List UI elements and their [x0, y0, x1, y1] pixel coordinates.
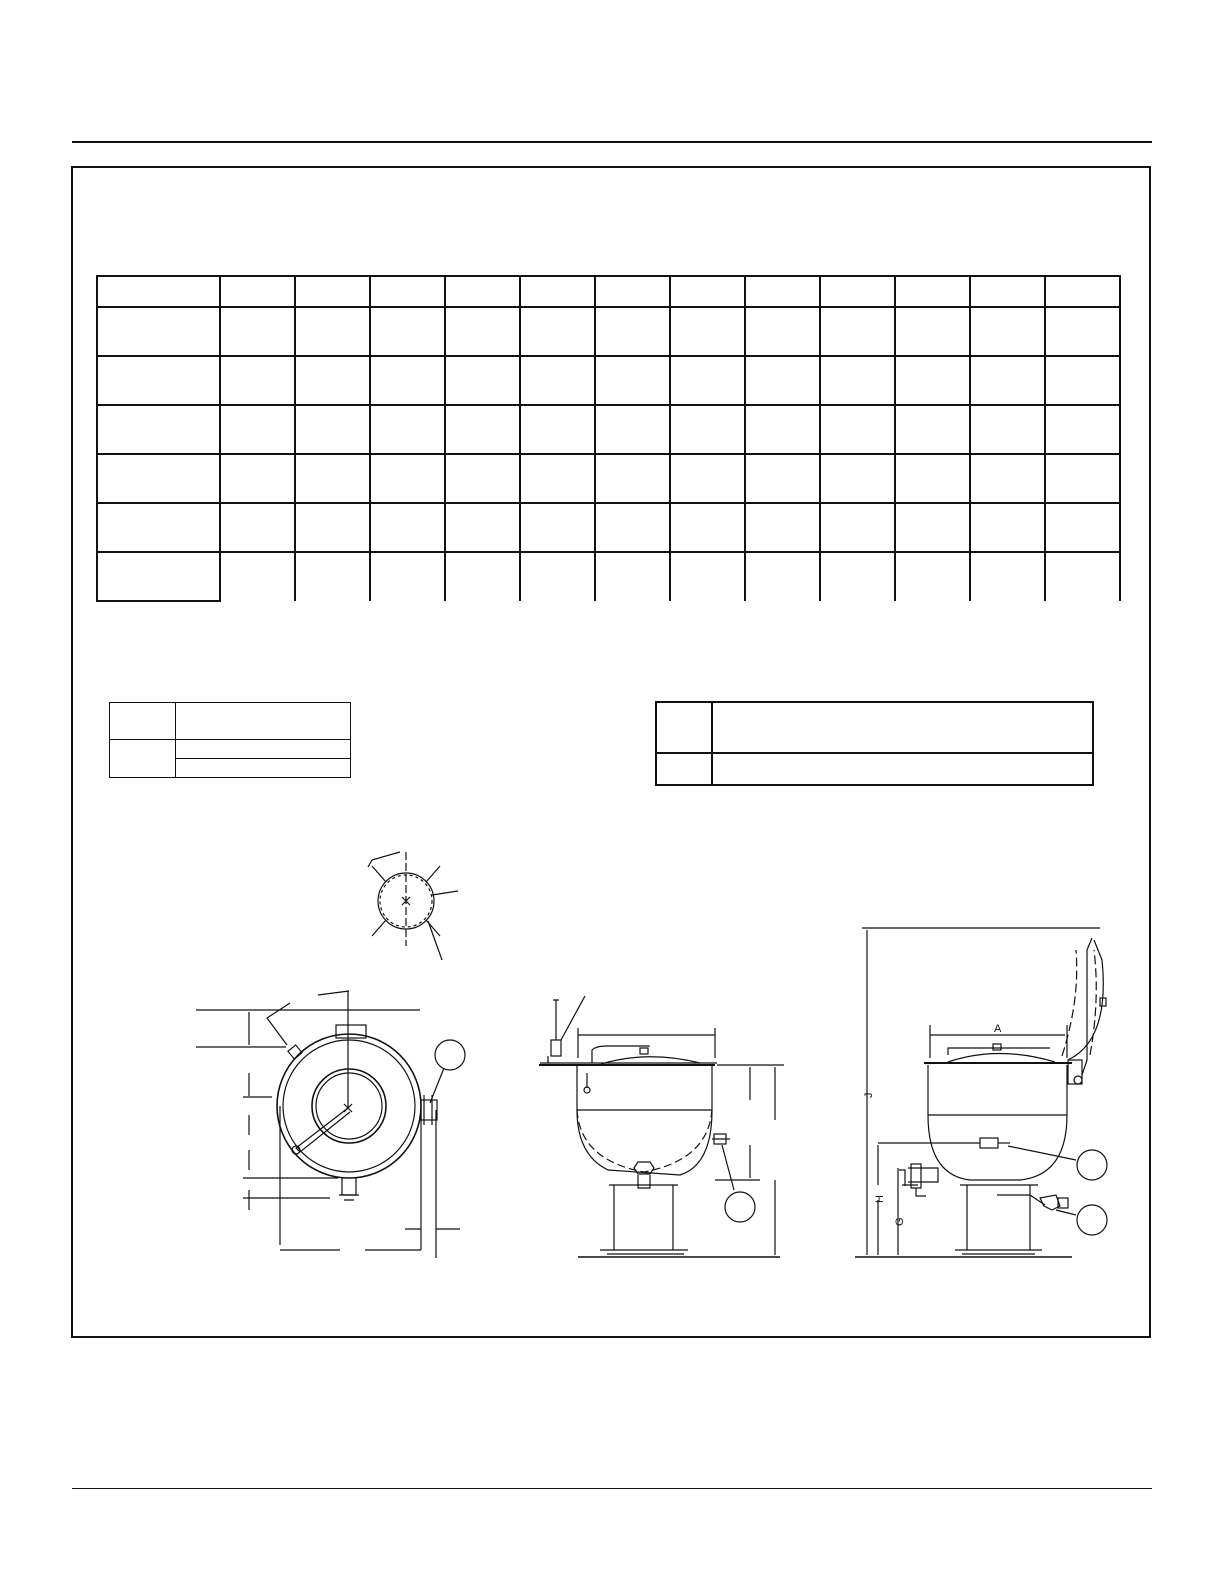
top-view-drawing	[196, 991, 465, 1258]
bolt-pattern-detail	[360, 852, 458, 960]
side-view-drawing	[855, 928, 1107, 1257]
dim-g-label: G	[894, 1217, 906, 1226]
dim-a-label: A	[994, 1023, 1002, 1035]
footer-rule	[72, 1488, 1152, 1489]
front-view-drawing	[539, 996, 784, 1257]
dim-h-label: H	[874, 1195, 886, 1203]
dim-j-label: J	[863, 1092, 875, 1098]
